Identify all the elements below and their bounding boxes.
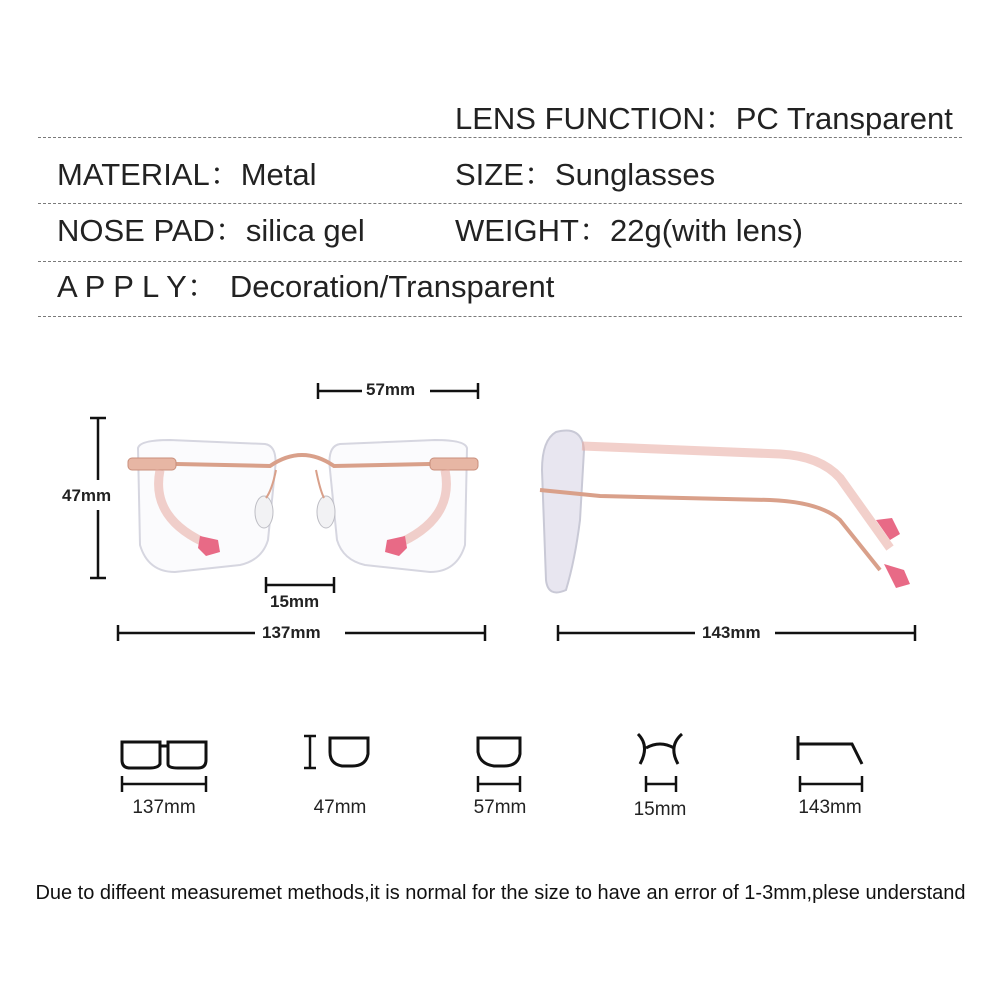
left-hinge <box>128 458 176 470</box>
weight-value: 22g(with lens) <box>610 213 803 248</box>
right-nose-pad <box>317 496 335 528</box>
left-nose-pad <box>255 496 273 528</box>
side-temple-tip-bottom <box>884 564 910 588</box>
lens-height-icon <box>304 736 368 768</box>
lens-width-icon <box>478 738 520 792</box>
icon-label-lens-width: 57mm <box>473 797 527 818</box>
lens-width-label: 57mm <box>366 380 416 399</box>
frame-width-icon <box>122 742 206 792</box>
icon-label-lens-height: 47mm <box>313 797 367 818</box>
temple-length-label: 143mm <box>702 623 761 642</box>
size-value: Sunglasses <box>554 157 716 192</box>
nose-pad-value: silica gel <box>245 213 365 248</box>
side-temple-arm <box>540 490 880 570</box>
measurement-note: Due to diffeent measuremet methods,it is normal for the size to have an error of 1-3mm,plese understand <box>35 882 966 904</box>
lens-function-label: LENS FUNCTION： <box>455 101 736 136</box>
size-label: SIZE： <box>455 157 555 192</box>
right-hinge <box>430 458 478 470</box>
frame-width-label: 137mm <box>262 623 321 642</box>
icon-label-temple: 143mm <box>798 797 862 818</box>
bridge-icon <box>638 734 682 792</box>
lens-function-value: PC Transparent <box>735 101 953 136</box>
lens-height-label: 47mm <box>62 486 112 505</box>
material-value: Metal <box>240 157 317 192</box>
icon-label-bridge: 15mm <box>633 799 687 820</box>
bridge-label: 15mm <box>270 592 320 611</box>
weight-label: WEIGHT： <box>455 213 610 248</box>
bridge-measure-line <box>266 577 334 593</box>
temple-icon <box>798 736 862 792</box>
nose-pad-label: NOSE PAD： <box>57 213 246 248</box>
apply-label: A P P L Y： <box>57 269 218 304</box>
material-label: MATERIAL： <box>57 157 241 192</box>
side-lens <box>542 430 584 592</box>
icon-label-frame-width: 137mm <box>132 797 196 818</box>
apply-value: Decoration/Transparent <box>229 269 555 304</box>
nose-pad-arms <box>266 470 324 498</box>
